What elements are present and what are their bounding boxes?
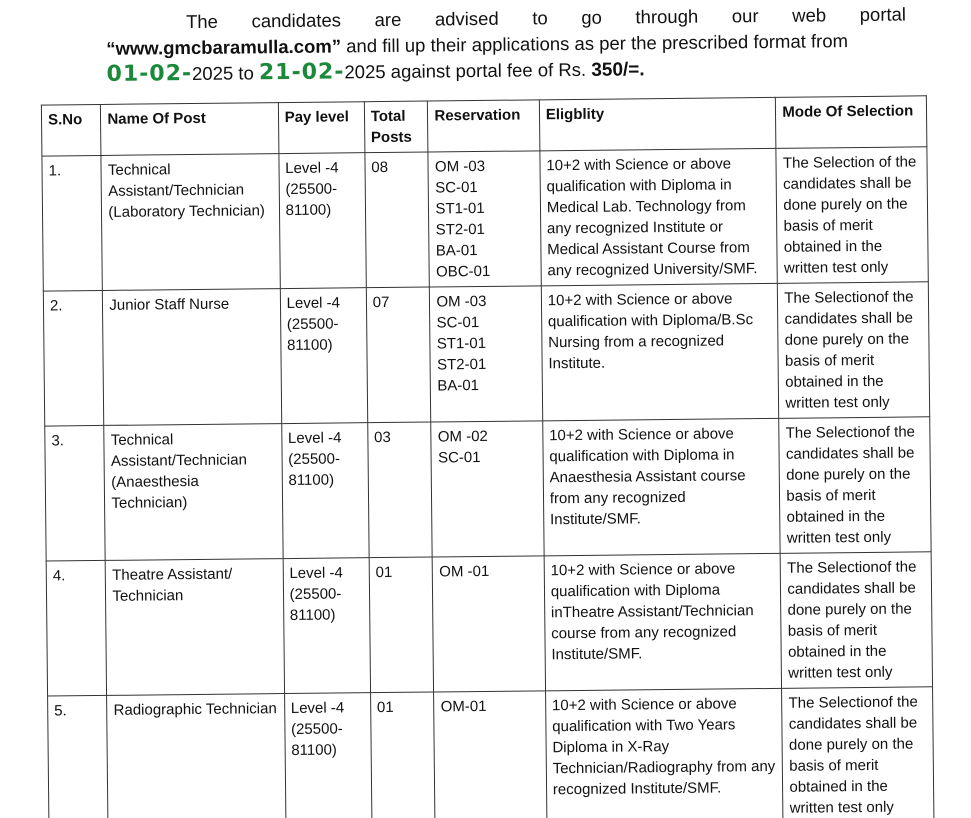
fee-text: against portal fee of Rs. [385,58,592,82]
cell-total-posts: 01 [370,692,435,818]
pay-level: Level -4 [286,294,341,313]
pay-level: Level -4 [290,699,345,717]
reservation-item: SC-01 [437,448,481,467]
table-row [42,147,928,291]
cell-sno: 4. [46,560,107,696]
pay-scale: (25500-81100) [286,315,339,355]
intro-word: our [731,5,759,27]
header-sno: S.No [41,104,101,156]
fee-amount: 350/=. [591,59,645,81]
cell-eligibility: 10+2 with Science or above qualification with Diploma/B.Sc Nursing from a recognized Institute. [541,283,779,420]
cell-pay-level [284,693,372,818]
table-row [43,282,929,426]
intro-word: web [792,4,827,26]
intro-word: are [374,8,402,31]
reservation-item: OM -01 [439,562,490,581]
cell-post-name: Technical Assistant/Technician (Laboratory Technician) [101,154,280,291]
intro-paragraph [106,2,907,89]
cell-pay-level [283,558,371,694]
cell-mode-of-selection: The Selectionof the candidates shall be done purely on the basis of merit obtained in the written test only [778,282,930,419]
cell-total-posts: 03 [367,422,432,558]
pay-scale: (25500-81100) [288,450,341,490]
cell-reservation [430,286,543,422]
pay-scale: (25500-81100) [289,585,342,625]
table-row [45,417,931,561]
cell-post-name: Radiographic Technician [107,694,286,818]
to-word: to [233,62,260,84]
handwritten-date-to: 21-02- [258,59,345,86]
year-from: 2025 [191,62,234,84]
reservation-item: OM-01 [440,697,487,716]
cell-post-name: Junior Staff Nurse [103,289,282,426]
header-name-of-post: Name Of Post [101,103,279,156]
reservation-item: BA-01 [437,377,480,395]
pay-scale: (25500-81100) [285,180,338,220]
cell-sno: 5. [48,695,109,818]
reservation-item: SC-01 [435,179,478,197]
pay-level: Level -4 [285,159,339,178]
cell-reservation [433,556,546,692]
table-header-row [41,96,926,156]
intro-word: advised [434,7,499,30]
cell-mode-of-selection: The Selectionof the candidates shall be done purely on the basis of merit obtained in the written test only [779,417,931,554]
cell-eligibility: 10+2 with Science or above qualification with Diploma in Anaesthesia Assistant course from any recognized Institute/SMF. [543,418,781,555]
cell-total-posts: 07 [366,287,431,423]
handwritten-date-from: 01-02- [106,60,193,87]
cell-eligibility: 10+2 with Science or above qualification with Diploma inTheatre Assistant/Technician course from any recognized Institute/SMF. [544,553,782,690]
header-reservation: Reservation [428,100,540,152]
reservation-item: ST2-01 [435,220,485,239]
cell-mode-of-selection: The Selection of the candidates shall be done purely on the basis of merit obtained in the written test only [776,147,928,284]
cell-mode-of-selection: The Selectionof the candidates shall be done purely on the basis of merit obtained in the written test only [780,552,932,689]
cell-total-posts: 01 [369,557,434,693]
intro-word: candidates [251,9,342,32]
reservation-item: ST2-01 [436,355,487,374]
cell-eligibility: 10+2 with Science or above qualification with Two Years Diploma in X-Ray Technician/Radiography from any recognized Institute/SMF. [545,688,783,818]
reservation-item: OM -02 [437,427,488,446]
reservation-item: ST1-01 [435,199,485,218]
reservation-item: OM -03 [434,157,486,176]
cell-pay-level [279,153,367,289]
cell-sno: 2. [43,290,104,426]
reservation-item: SC-01 [436,314,480,332]
header-eligibility: Eligblity [539,97,776,150]
intro-word: go [581,6,602,28]
reservation-item: OM -03 [436,292,487,311]
cell-eligibility: 10+2 with Science or above qualification with Diploma in Medical Lab. Technology from any recognized Institute or Medical Assistant Course from any recognized University/SMF. [540,148,778,285]
table-row [48,687,934,818]
cell-sno: 1. [42,155,103,291]
pay-scale: (25500-81100) [290,720,343,759]
cell-post-name: Theatre Assistant/ Technician [106,559,285,696]
cell-mode-of-selection: The Selectionof the candidates shall be done purely on the basis of merit obtained in the written test only [782,687,934,818]
posts-table [41,95,935,818]
intro-text: and fill up their applications as per the prescribed format from [340,30,849,57]
pay-level: Level -4 [289,564,343,583]
intro-word: The [185,10,219,33]
website-url: “www.gmcbaramulla.com” [106,35,342,59]
cell-reservation [434,691,547,818]
cell-sno: 3. [45,425,106,561]
header-total-posts: Total Posts [364,101,428,153]
cell-total-posts: 08 [365,152,430,288]
table-row [46,552,932,696]
cell-reservation [431,421,544,557]
cell-reservation [428,151,541,287]
cell-pay-level [280,288,368,424]
reservation-item: BA-01 [435,242,478,260]
header-mode-of-selection: Mode Of Selection [776,96,927,149]
intro-word: portal [859,3,907,26]
intro-word: to [532,7,548,29]
year-to: 2025 [344,60,386,83]
reservation-item: OBC-01 [436,262,491,281]
cell-post-name: Technical Assistant/Technician (Anaesthesia Technician) [104,424,283,561]
header-pay-level: Pay level [278,102,365,154]
pay-level: Level -4 [287,429,342,448]
reservation-item: ST1-01 [436,334,487,353]
intro-word: through [635,5,699,28]
cell-pay-level [281,423,369,559]
